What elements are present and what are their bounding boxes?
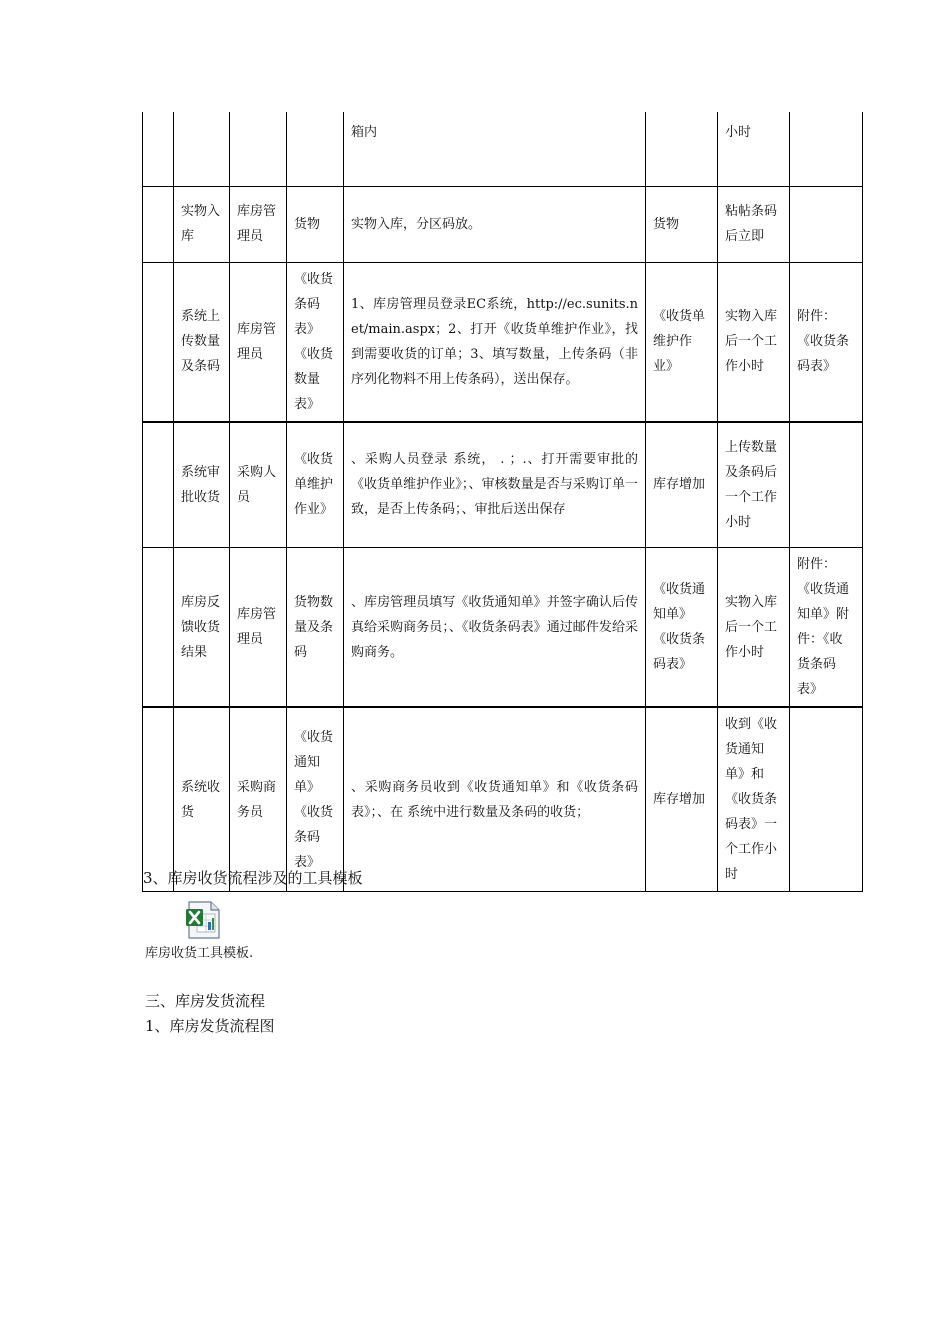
cell-description: 1、库房管理员登录EC系统，http://ec.sunits.net/main.aspx；2、打开《收货单维护作业》，找到需要收货的订单；3、填写数量，上传条码（非序列化物料不用上传条码），送出保存。 — [344, 262, 646, 422]
cell-output: 《收货单维护作业》 — [646, 262, 718, 422]
cell-output: 《收货通知单》《收货条码表》 — [646, 548, 718, 708]
section-3-heading: 3、库房收货流程涉及的工具模板 — [143, 869, 363, 887]
cell-time: 收到《收货通知单》和《收货条码表》一个工作小时 — [718, 707, 790, 892]
table-row — [143, 422, 863, 548]
cell-note — [790, 112, 863, 186]
cell-index — [143, 548, 174, 708]
cell-note: 附件：《收货通知单》附件：《收货条码表》 — [790, 548, 863, 708]
cell-note — [790, 186, 863, 262]
attachment-label[interactable]: 库房收货工具模板. — [145, 946, 254, 961]
cell-index — [143, 262, 174, 422]
cell-step — [174, 112, 230, 186]
cell-index — [143, 707, 174, 892]
cell-time: 实物入库后一个工作小时 — [718, 548, 790, 708]
cell-role: 库房管理员 — [230, 548, 287, 708]
table-row — [143, 707, 863, 892]
cell-step: 系统审批收货 — [174, 422, 230, 548]
table-row — [143, 186, 863, 262]
cell-description: 实物入库，分区码放。 — [344, 186, 646, 262]
table-row — [143, 548, 863, 708]
cell-input: 《收货通知单》《收货条码表》 — [287, 707, 344, 892]
cell-role: 库房管理员 — [230, 186, 287, 262]
cell-step: 系统上传数量及条码 — [174, 262, 230, 422]
table-row — [143, 262, 863, 422]
cell-description: 箱内 — [344, 112, 646, 186]
cell-time: 小时 — [718, 112, 790, 186]
cell-output: 库存增加 — [646, 707, 718, 892]
cell-description: 、库房管理员填写《收货通知单》并签字确认后传真给采购商务员；、《收货条码表》通过邮件发给采购商务。 — [344, 548, 646, 708]
cell-note: 附件：《收货条码表》 — [790, 262, 863, 422]
cell-description: 、采购人员登录 系统， . ；.、打开需要审批的《收货单维护作业》；、审核数量是否与采购订单一致，是否上传条码；、审批后送出保存 — [344, 422, 646, 548]
cell-index — [143, 112, 174, 186]
cell-index — [143, 186, 174, 262]
cell-step: 实物入库 — [174, 186, 230, 262]
cell-note — [790, 707, 863, 892]
cell-role: 采购人员 — [230, 422, 287, 548]
cell-output: 货物 — [646, 186, 718, 262]
cell-input: 《收货单维护作业》 — [287, 422, 344, 548]
cell-output: 库存增加 — [646, 422, 718, 548]
cell-role — [230, 112, 287, 186]
table-row — [143, 112, 863, 186]
cell-output — [646, 112, 718, 186]
subsection-heading: 1、库房发货流程图 — [145, 1017, 275, 1035]
cell-step: 系统收货 — [174, 707, 230, 892]
excel-file-icon[interactable] — [183, 900, 223, 940]
cell-time: 实物入库后一个工作小时 — [718, 262, 790, 422]
cell-description: 、采购商务员收到《收货通知单》和《收货条码表》；、在 系统中进行数量及条码的收货； — [344, 707, 646, 892]
cell-time: 粘帖条码后立即 — [718, 186, 790, 262]
cell-time: 上传数量及条码后一个工作小时 — [718, 422, 790, 548]
cell-step: 库房反馈收货结果 — [174, 548, 230, 708]
cell-index — [143, 422, 174, 548]
cell-input: 《收货条码表》《收货数量表》 — [287, 262, 344, 422]
process-table — [142, 112, 863, 892]
cell-role: 采购商务员 — [230, 707, 287, 892]
cell-input — [287, 112, 344, 186]
section-heading: 三、库房发货流程 — [145, 992, 266, 1010]
cell-input: 货物数量及条码 — [287, 548, 344, 708]
cell-input: 货物 — [287, 186, 344, 262]
cell-role: 库房管理员 — [230, 262, 287, 422]
cell-note — [790, 422, 863, 548]
